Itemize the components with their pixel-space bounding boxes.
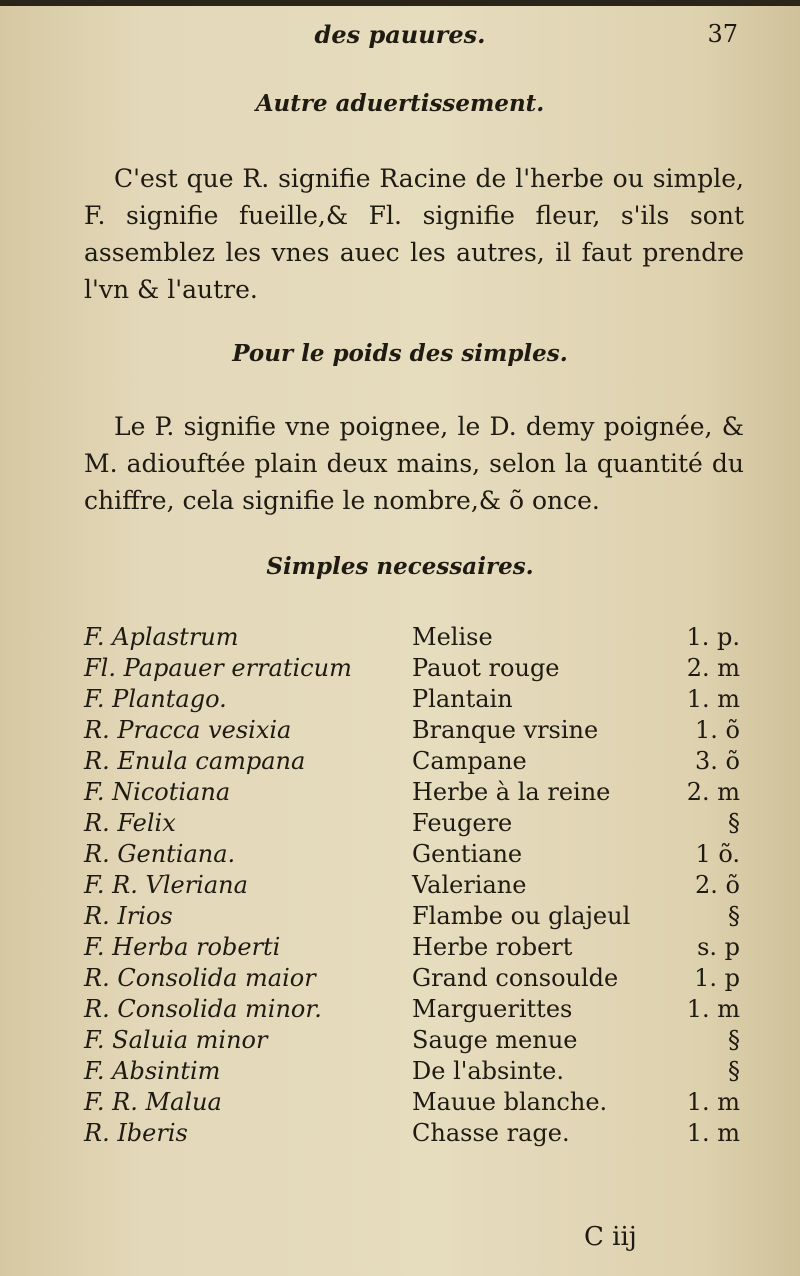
table-row	[84, 932, 740, 963]
quantity: 3. õ	[695, 747, 740, 775]
latin-name: F. Aplastrum	[84, 623, 239, 651]
quantity: 1. p	[694, 964, 740, 992]
table-row	[84, 746, 740, 777]
french-name: De l'absinte.	[412, 1057, 564, 1085]
french-name: Campane	[412, 747, 527, 775]
page-top-edge	[0, 0, 800, 6]
latin-name: R. Pracca vesixia	[84, 716, 292, 744]
quantity: §	[728, 902, 740, 930]
latin-name: F. Nicotiana	[84, 778, 231, 806]
quantity: 2. m	[686, 778, 740, 806]
latin-name: Fl. Papauer erraticum	[84, 654, 352, 682]
running-title: des pauures.	[314, 20, 486, 49]
french-name: Feugere	[412, 809, 513, 837]
latin-name: F. R. Malua	[84, 1088, 222, 1116]
french-name: Flambe ou glajeul	[412, 902, 631, 930]
table-row	[84, 622, 740, 653]
simples-heading: Simples necessaires.	[266, 553, 534, 580]
french-name: Pauot rouge	[412, 654, 560, 682]
table-row	[84, 994, 740, 1025]
latin-name: F. Plantago.	[84, 685, 227, 713]
table-row	[84, 1056, 740, 1087]
french-name: Gentiane	[412, 840, 523, 868]
weights-paragraph	[84, 408, 744, 519]
latin-name: F. Saluia minor	[84, 1026, 268, 1054]
table-row	[84, 839, 740, 870]
quantity: 1. m	[686, 995, 740, 1023]
latin-name: R. Iberis	[84, 1119, 188, 1147]
latin-name: R. Irios	[84, 902, 173, 930]
latin-name: F. Absintim	[84, 1057, 221, 1085]
french-name: Marguerittes	[412, 995, 573, 1023]
latin-name: F. Herba roberti	[84, 933, 281, 961]
page-number: 37	[707, 20, 738, 48]
table-row	[84, 653, 740, 684]
quantity: 1 õ.	[695, 840, 740, 868]
weights-text: Le P. signifie vne poignee, le D. demy poignée, & M. adiouftée plain deux mains, selon la quantité du chiffre, cela signifie le nombre,& õ once.	[84, 412, 744, 515]
simples-table	[84, 622, 740, 1149]
french-name: Herbe robert	[412, 933, 573, 961]
quantity: 2. m	[686, 654, 740, 682]
french-name: Melise	[412, 623, 493, 651]
quantity: 1. m	[686, 1119, 740, 1147]
quantity: §	[728, 1026, 740, 1054]
quantity: §	[728, 1057, 740, 1085]
quantity: 2. õ	[695, 871, 740, 899]
signature-mark: C iij	[584, 1222, 637, 1252]
table-row	[84, 901, 740, 932]
quantity: 1. m	[686, 685, 740, 713]
table-row	[84, 715, 740, 746]
french-name: Chasse rage.	[412, 1119, 570, 1147]
quantity: 1. õ	[695, 716, 740, 744]
french-name: Herbe à la reine	[412, 778, 611, 806]
latin-name: R. Enula campana	[84, 747, 306, 775]
latin-name: R. Gentiana.	[84, 840, 236, 868]
quantity: 1. p.	[686, 623, 740, 651]
table-row	[84, 1025, 740, 1056]
french-name: Valeriane	[412, 871, 527, 899]
quantity: s. p	[697, 933, 740, 961]
table-row	[84, 963, 740, 994]
french-name: Branque vrsine	[412, 716, 599, 744]
latin-name: F. R. Vleriana	[84, 871, 248, 899]
weights-heading: Pour le poids des simples.	[232, 340, 568, 367]
table-row	[84, 684, 740, 715]
table-row	[84, 1087, 740, 1118]
french-name: Mauue blanche.	[412, 1088, 608, 1116]
french-name: Sauge menue	[412, 1026, 578, 1054]
notice-paragraph	[84, 160, 744, 308]
french-name: Grand consoulde	[412, 964, 619, 992]
table-row	[84, 777, 740, 808]
table-row	[84, 1118, 740, 1149]
french-name: Plantain	[412, 685, 513, 713]
latin-name: R. Felix	[84, 809, 176, 837]
notice-heading: Autre aduertissement.	[255, 90, 545, 117]
quantity: §	[728, 809, 740, 837]
table-row	[84, 808, 740, 839]
notice-text: C'est que R. signifie Racine de l'herbe ou simple, F. signifie fueille,& Fl. signifie fleur, s'ils sont assemblez les vnes auec les autres, il faut prendre l'vn & l'autre.	[84, 164, 744, 304]
latin-name: R. Consolida minor.	[84, 995, 322, 1023]
table-row	[84, 870, 740, 901]
quantity: 1. m	[686, 1088, 740, 1116]
latin-name: R. Consolida maior	[84, 964, 316, 992]
